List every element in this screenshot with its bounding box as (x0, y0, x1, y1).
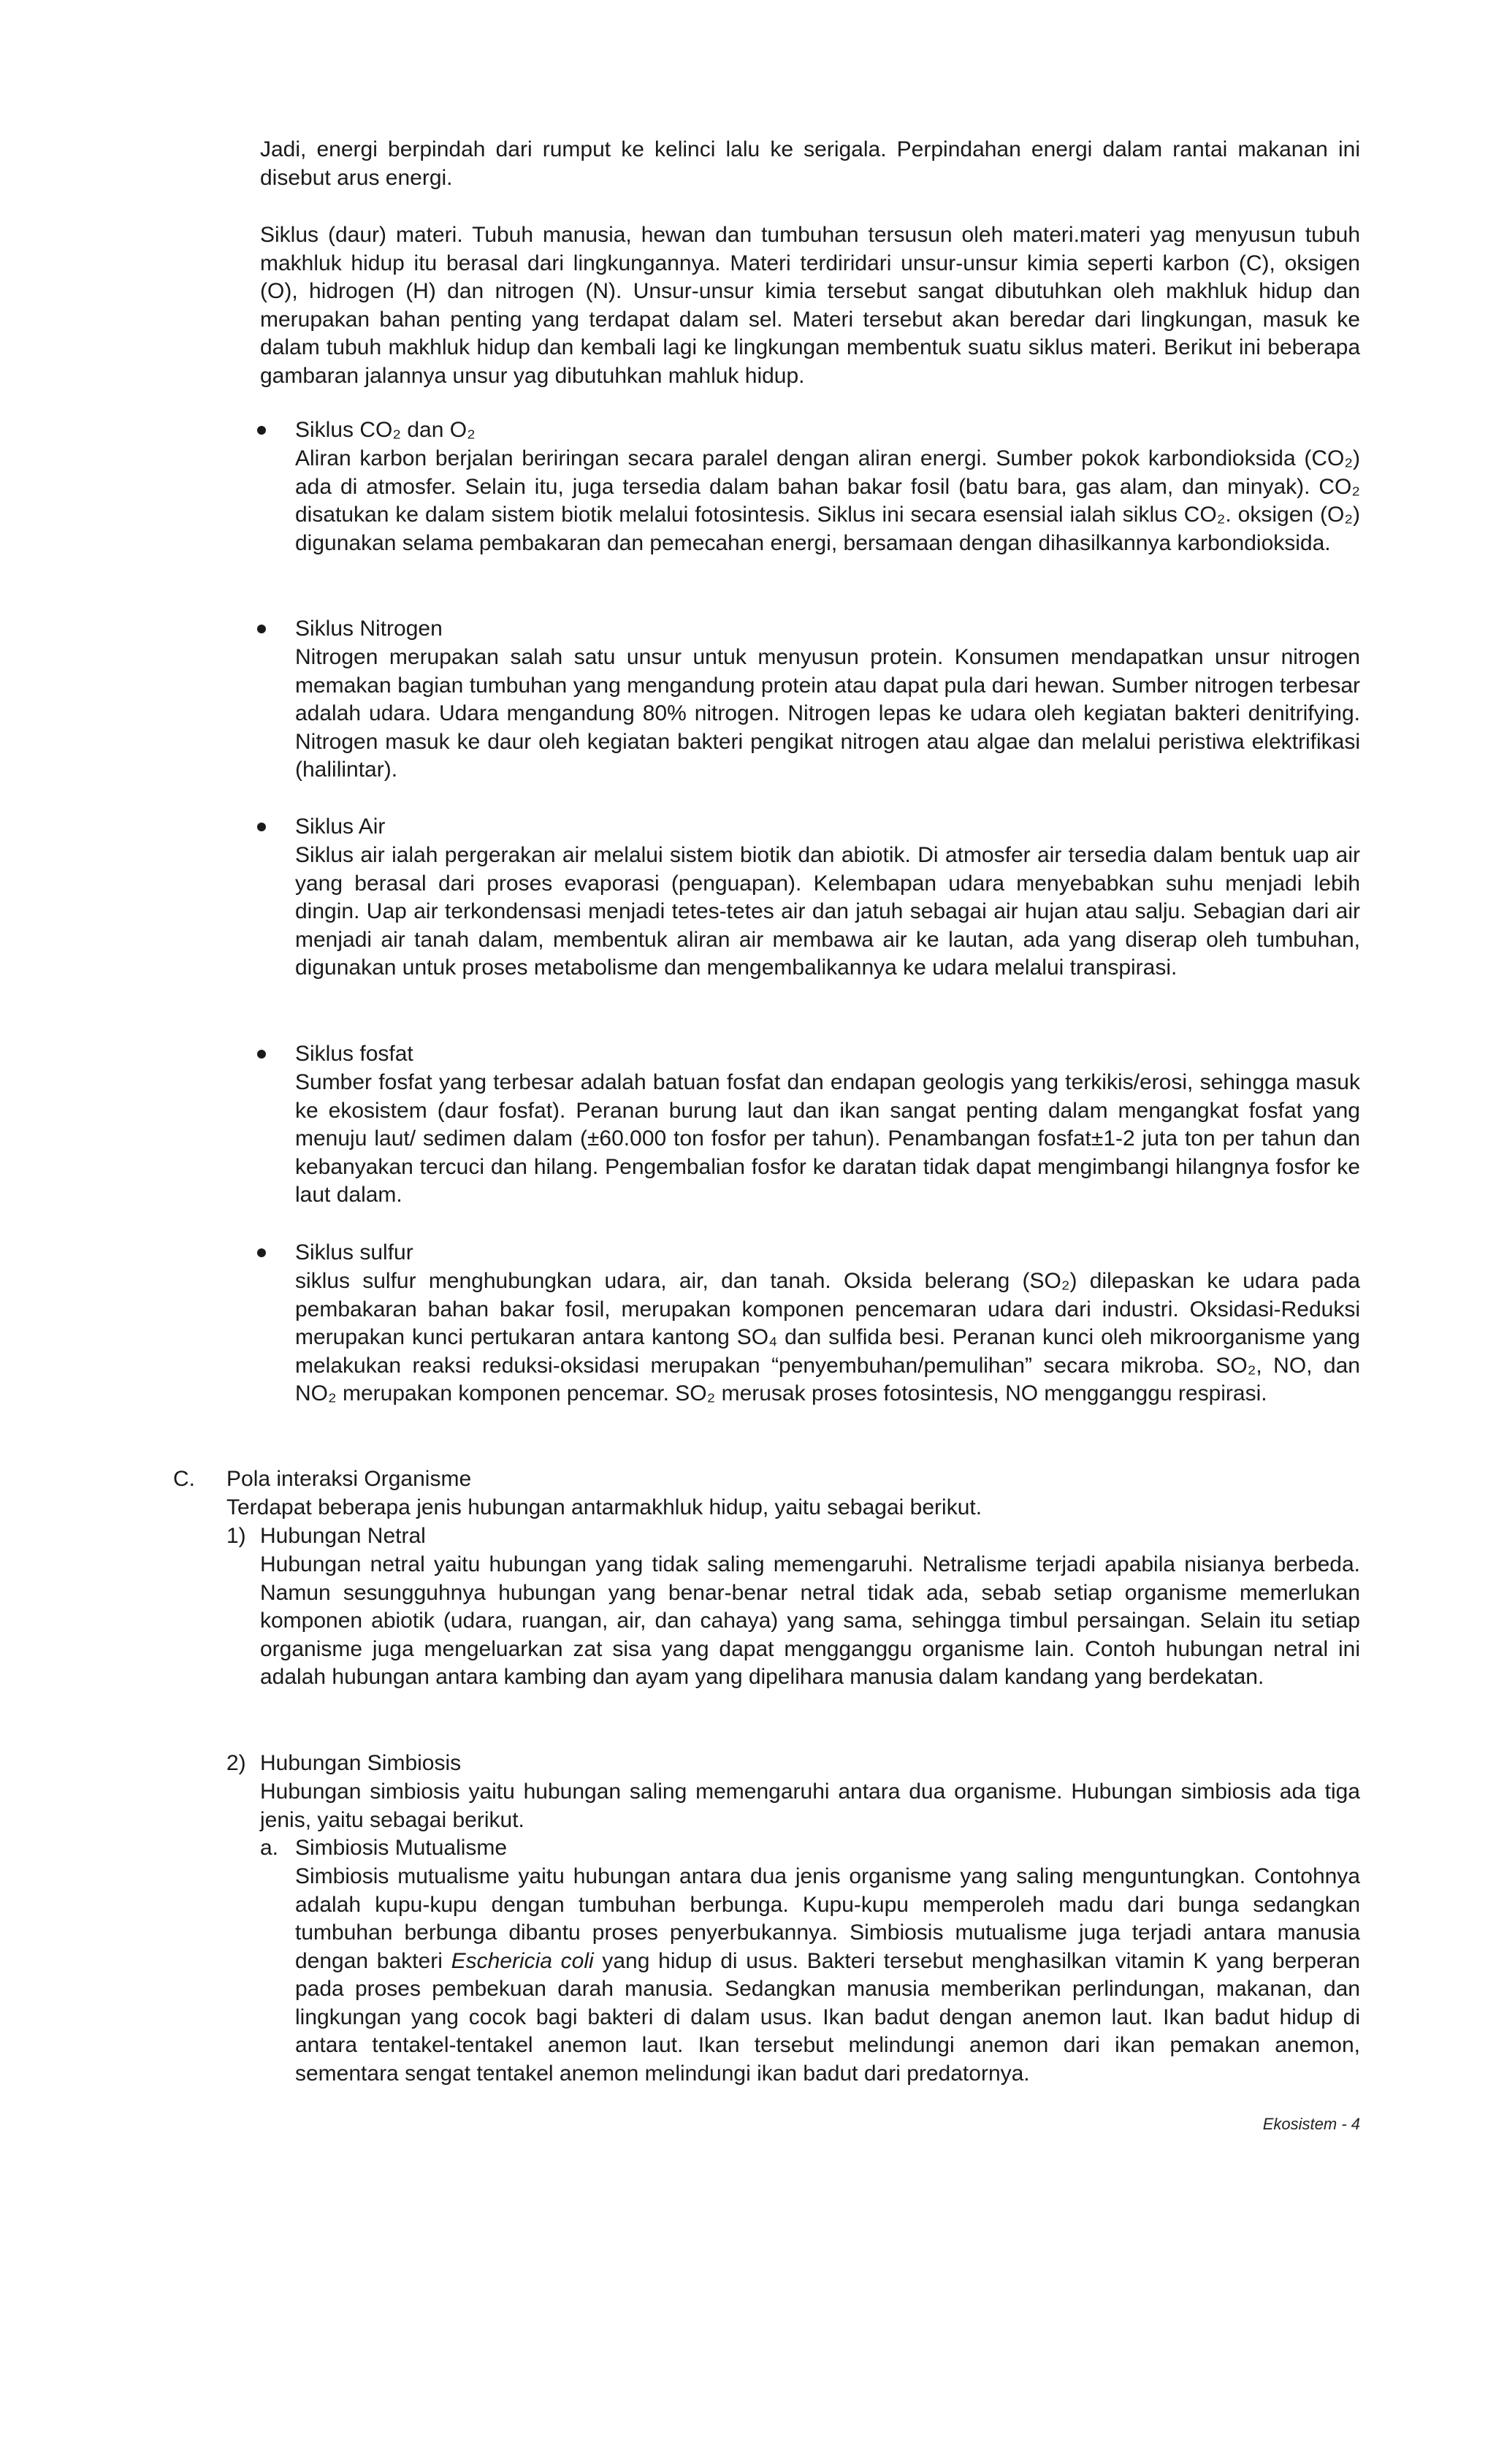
siklus-materi-bold-term: siklus materi (1028, 335, 1151, 359)
bullet-title-air: Siklus Air (295, 815, 386, 839)
bullet-icon (257, 1050, 266, 1059)
bullet-text-co2: Aliran karbon berjalan beriringan secara paralel dengan aliran energi. Sumber pokok karbondioksida (CO₂) ada di atmosfer. Selain itu, juga tersedia dalam bahan bakar fosil (batu bara, gas alam, dan minyak). CO₂ disatukan ke dalam sistem biotik melalui fotosintesis. Siklus ini secara esensial ialah siklus CO₂. oksigen (O₂) digunakan selama pembakaran dan pemecahan energi, bersamaan dengan dihasilkannya karbondioksida. (295, 446, 1360, 555)
intro-paragraph (260, 136, 1360, 192)
item-text-simbiosis: Hubungan simbiosis yaitu hubungan saling memengaruhi antara dua organisme. Hubungan simbiosis ada tiga jenis, yaitu sebagai berikut. (260, 1780, 1360, 1832)
intro-bold-term: arus energi (337, 165, 447, 190)
mutualisme-text-end: yang hidup di usus. Bakteri tersebut menghasilkan vitamin K yang berperan pada proses pembekuan darah manusia. Sedangkan manusia memberikan perlindungan, makanan, dan lingkungan yang cocok bagi bakteri di dalam usus. Ikan badut dengan anemon laut. Ikan badut hidup di antara tentakel-tentakel anemon laut. Ikan tersebut melindungi anemon dari ikan pemakan anemon, sementara sengat tentakel anemon melindungi ikan badut dari predatornya. (295, 1948, 1360, 2086)
mutualisme-italic-term: Eschericia coli (451, 1948, 594, 1973)
bullet-title-fosfat: Siklus fosfat (295, 1042, 413, 1066)
intro-text: Jadi, energi berpindah dari rumput ke kelinci lalu ke serigala. Perpindahan energi dalam rantai makanan ini disebut (260, 137, 1360, 190)
bullet-text-sulfur: siklus sulfur menghubungkan udara, air, dan tanah. Oksida belerang (SO₂) dilepaskan ke udara pada pembakaran bahan bakar fosil, merupakan komponen pencemaran udara dari industri. Oksidasi-Reduksi merupakan kunci pertukaran antara kantong SO₄ dan sulfida besi. Peranan kunci oleh mikroorganisme yang melakukan reaksi reduksi-oksidasi merupakan “penyembuhan/pemulihan” secara mikroba. SO₂, NO, dan NO₂ merupakan komponen pencemar. SO₂ merusak proses fotosintesis, NO mengganggu respirasi. (295, 1269, 1360, 1405)
mutualisme-text: Simbiosis mutualisme yaitu hubungan antara dua jenis organisme yang saling menguntungkan. Contohnya adalah kupu-kupu dengan tumbuhan berbunga. Kupu-kupu memperoleh madu dari bunga sedangkan tumbuhan berbunga dibantu proses penyerbukannya. Simbiosis mutualisme juga terjadi antara manusia dengan bakteri (295, 1864, 1360, 1973)
section-label: C. (173, 1467, 195, 1491)
section-title: Pola interaksi Organisme (226, 1467, 472, 1491)
item-number: 1) (226, 1524, 246, 1548)
item-number: 2) (226, 1751, 246, 1775)
bullet-title-co2: Siklus CO₂ dan O₂ (295, 418, 476, 442)
section-intro: Terdapat beberapa jenis hubungan antarmakhluk hidup, yaitu sebagai berikut. (226, 1495, 982, 1519)
bullet-icon (257, 823, 266, 831)
subitem-text-mutualisme (295, 1863, 1360, 2088)
siklus-materi-paragraph (260, 221, 1360, 390)
bullet-icon (257, 426, 266, 435)
bullet-text-nitrogen: Nitrogen merupakan salah satu unsur untuk menyusun protein. Konsumen mendapatkan unsur nitrogen memakan bagian tumbuhan yang mengandung protein atau dapat pula dari hewan. Sumber nitrogen terbesar adalah udara. Udara mengandung 80% nitrogen. Nitrogen lepas ke udara oleh kegiatan bakteri denitrifying. Nitrogen masuk ke daur oleh kegiatan bakteri pengikat nitrogen atau algae dan melalui peristiwa elektrifikasi (halilintar). (295, 645, 1360, 782)
bullet-icon (257, 625, 266, 633)
siklus-materi-text: . Tubuh manusia, hewan dan tumbuhan tersusun oleh materi.materi yag menyusun tubuh makhluk hidup itu berasal dari lingkungannya. Materi terdiridari unsur-unsur kimia seperti karbon (C), oksigen (O), hidrogen (H) dan nitrogen (N). Unsur-unsur kimia tersebut sangat dibutuhkan oleh makhluk hidup dan merupakan bahan penting yang terdapat dalam sel. Materi tersebut akan beredar dari lingkungan, masuk ke dalam tubuh makhluk hidup dan kembali lagi ke lingkungan membentuk suatu (260, 223, 1361, 359)
bullet-text-air: Siklus air ialah pergerakan air melalui sistem biotik dan abiotik. Di atmosfer air tersedia dalam bentuk uap air yang berasal dari proses evaporasi (penguapan). Kelembapan udara menyebabkan suhu menjadi lebih dingin. Uap air terkondensasi menjadi tetes-tetes air dan jatuh sebagai air hujan atau salju. Sebagian dari air menjadi air tanah dalam, membentuk aliran air membawa air ke lautan, ada yang diserap oleh tumbuhan, digunakan untuk proses metabolisme dan mengembalikannya ke udara melalui transpirasi. (295, 843, 1360, 980)
bullet-text-fosfat: Sumber fosfat yang terbesar adalah batuan fosfat dan endapan geologis yang terkikis/erosi, sehingga masuk ke ekosistem (daur fosfat). Peranan burung laut dan ikan sangat penting dalam mengangkat fosfat yang menuju laut/ sedimen dalam (±60.000 ton fosfor per tahun). Penambangan fosfat±1-2 juta ton per tahun dan kebanyakan tercuci dan hilang. Pengembalian fosfor ke daratan tidak dapat mengimbangi hilangnya fosfor ke laut dalam. (295, 1070, 1360, 1207)
item-title-netral: Hubungan Netral (260, 1524, 426, 1548)
siklus-materi-text-end: . Berikut ini beberapa gambaran jalannya unsur yag dibutuhkan mahluk hidup. (260, 335, 1361, 388)
bullet-title-nitrogen: Siklus Nitrogen (295, 617, 443, 641)
page-footer: Ekosistem - 4 (1262, 2115, 1360, 2133)
siklus-materi-title: Siklus (daur) materi (260, 223, 457, 247)
bullet-icon (257, 1248, 266, 1257)
subitem-letter: a. (260, 1836, 279, 1860)
bullet-title-sulfur: Siklus sulfur (295, 1240, 413, 1265)
subitem-title-mutualisme: Simbiosis Mutualisme (295, 1836, 508, 1860)
intro-end: . (446, 165, 453, 190)
item-title-simbiosis: Hubungan Simbiosis (260, 1751, 462, 1775)
item-text-netral: Hubungan netral yaitu hubungan yang tidak saling memengaruhi. Netralisme terjadi apabila nisianya berbeda. Namun sesungguhnya hubungan yang benar-benar netral tidak ada, sebab setiap organisme memerlukan komponen abiotik (udara, ruangan, air, dan cahaya) yang sama, sehingga timbul persaingan. Selain itu setiap organisme juga mengeluarkan zat sisa yang dapat mengganggu organisme lain. Contoh hubungan netral ini adalah hubungan antara kambing dan ayam yang dipelihara manusia dalam kandang yang berdekatan. (260, 1552, 1360, 1689)
